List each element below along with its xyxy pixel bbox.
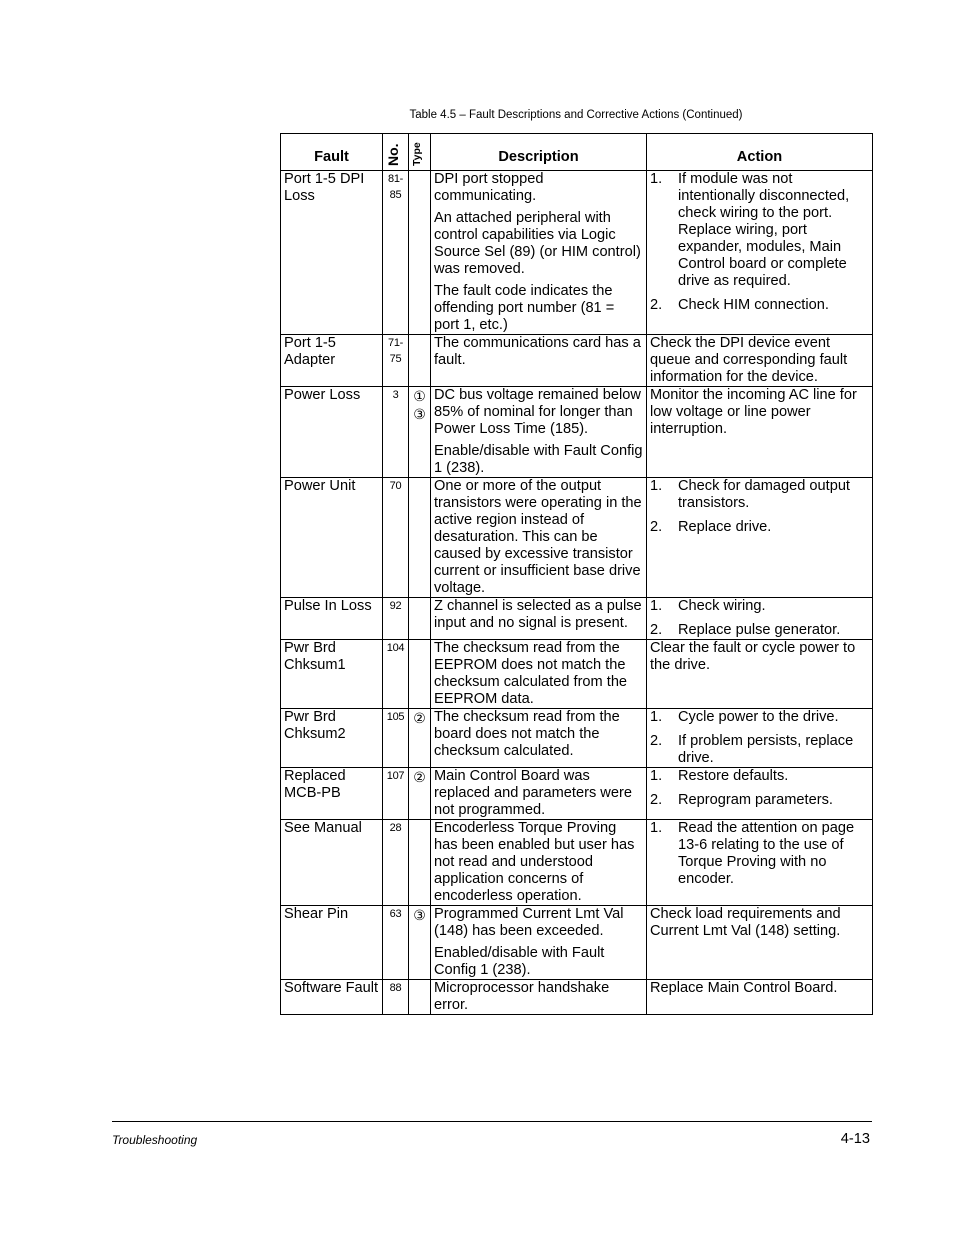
header-description: Description (431, 134, 647, 171)
fault-type-cell (409, 906, 431, 980)
description-cell (431, 820, 647, 906)
fault-type-cell (409, 478, 431, 598)
fault-number-cell: 3 (383, 387, 409, 478)
description-cell (431, 640, 647, 709)
table-row (281, 980, 873, 1015)
fault-name-cell: Pwr Brd Chksum2 (281, 709, 383, 768)
action-cell (647, 980, 873, 1015)
action-step-number: 2. (650, 519, 663, 535)
action-cell (647, 335, 873, 387)
fault-type-cell (409, 768, 431, 820)
action-step-text: Check for damaged output transistors. (678, 478, 850, 511)
action-steps-list (650, 478, 869, 536)
fault-number-cell: 81- 85 (383, 171, 409, 335)
action-step (650, 478, 869, 512)
description-paragraph: Z channel is selected as a pulse input and no signal is present. (434, 598, 642, 631)
action-text: Check load requirements and Current Lmt Val (148) setting. (650, 906, 841, 939)
fault-number-cell: 71- 75 (383, 335, 409, 387)
description-paragraph: Encoderless Torque Proving has been enabled but user has not read and understood application concerns of encoderless operation. (434, 820, 635, 904)
header-action: Action (647, 134, 873, 171)
action-step (650, 297, 869, 314)
fault-name-cell: Power Unit (281, 478, 383, 598)
footer-section: Troubleshooting (112, 1133, 198, 1147)
action-step-number: 1. (650, 768, 663, 784)
header-no (383, 134, 409, 171)
table-row (281, 171, 873, 335)
action-step (650, 792, 869, 809)
fault-name-cell: Replaced MCB-PB (281, 768, 383, 820)
description-paragraph: Enabled/disable with Fault Config 1 (238). (434, 945, 605, 978)
table-header-row (281, 134, 873, 171)
action-steps-list (650, 768, 869, 809)
description-cell (431, 709, 647, 768)
description-paragraph: DC bus voltage remained below 85% of nominal for longer than Power Loss Time (185). (434, 387, 641, 437)
action-cell (647, 598, 873, 640)
table-row (281, 335, 873, 387)
action-text: Clear the fault or cycle power to the drive. (650, 640, 856, 673)
action-steps-list (650, 709, 869, 767)
fault-type-cell (409, 820, 431, 906)
description-paragraph: The checksum read from the board does not match the checksum calculated. (434, 709, 620, 759)
description-cell (431, 478, 647, 598)
fault-number-cell: 63 (383, 906, 409, 980)
action-steps-list (650, 171, 869, 314)
action-text: Monitor the incoming AC line for low voltage or line power interruption. (650, 387, 857, 437)
action-step-text: Replace pulse generator. (678, 622, 841, 638)
action-text: Check the DPI device event queue and corresponding fault information for the device. (650, 335, 848, 385)
fault-name-cell: Power Loss (281, 387, 383, 478)
action-cell (647, 709, 873, 768)
fault-name-cell: Pwr Brd Chksum1 (281, 640, 383, 709)
description-cell (431, 335, 647, 387)
action-step-text: If module was not intentionally disconnected, check wiring to the port. Replace wiring, port expander, modules, Main Control board or complete drive as required. (678, 171, 850, 289)
fault-number-cell: 92 (383, 598, 409, 640)
action-steps-list (650, 598, 869, 639)
fault-type-cell (409, 709, 431, 768)
action-step (650, 709, 869, 726)
action-step-number: 1. (650, 820, 663, 836)
action-cell (647, 171, 873, 335)
description-paragraph: The communications card has a fault. (434, 335, 641, 368)
page-number: 4-13 (840, 1131, 870, 1147)
fault-name-cell: See Manual (281, 820, 383, 906)
fault-type-marker: ② (413, 769, 426, 785)
action-cell (647, 640, 873, 709)
action-step (650, 598, 869, 615)
description-paragraph: An attached peripheral with control capabilities via Logic Source Sel (89) (or HIM control) was removed. (434, 210, 641, 277)
header-type-label: Type (410, 142, 423, 166)
table-row (281, 709, 873, 768)
fault-type-cell (409, 598, 431, 640)
fault-number-cell: 70 (383, 478, 409, 598)
table-row (281, 640, 873, 709)
table-caption: Table 4.5 – Fault Descriptions and Corrective Actions (Continued) (409, 109, 743, 121)
action-step (650, 820, 869, 888)
description-paragraph: The checksum read from the EEPROM does not match the checksum calculated from the EEPROM data. (434, 640, 628, 707)
table-row (281, 820, 873, 906)
fault-type-marker: ① (413, 388, 426, 404)
action-text: Replace Main Control Board. (650, 980, 838, 996)
description-cell (431, 598, 647, 640)
footer-rule (112, 1121, 872, 1122)
action-step-text: Restore defaults. (678, 768, 789, 784)
action-step-number: 1. (650, 478, 663, 494)
action-step-text: Replace drive. (678, 519, 772, 535)
description-paragraph: One or more of the output transistors were operating in the active region instead of desaturation. This can be caused by excessive transistor current or insufficient base drive voltage. (434, 478, 642, 596)
description-paragraph: Microprocessor handshake error. (434, 980, 610, 1013)
action-step-text: Read the attention on page 13-6 relating to the use of Torque Proving with no encoder. (678, 820, 855, 887)
description-paragraph: Enable/disable with Fault Config 1 (238). (434, 443, 643, 476)
fault-name-cell: Port 1-5 DPI Loss (281, 171, 383, 335)
fault-type-cell (409, 171, 431, 335)
fault-name-cell: Shear Pin (281, 906, 383, 980)
action-step (650, 519, 869, 536)
action-step-text: Check wiring. (678, 598, 766, 614)
header-fault: Fault (281, 134, 383, 171)
table-row (281, 478, 873, 598)
action-step (650, 768, 869, 785)
table-row (281, 906, 873, 980)
action-step-number: 1. (650, 709, 663, 725)
description-paragraph: Programmed Current Lmt Val (148) has been exceeded. (434, 906, 624, 939)
fault-name-cell: Software Fault (281, 980, 383, 1015)
description-paragraph: The fault code indicates the offending port number (81 = port 1, etc.) (434, 283, 615, 333)
fault-type-marker: ③ (413, 907, 426, 923)
fault-name-cell: Port 1-5 Adapter (281, 335, 383, 387)
action-step-number: 1. (650, 171, 663, 187)
description-cell (431, 387, 647, 478)
action-step-text: Reprogram parameters. (678, 792, 833, 808)
action-step-number: 2. (650, 733, 663, 749)
action-cell (647, 906, 873, 980)
action-steps-list (650, 820, 869, 888)
action-step (650, 733, 869, 767)
description-paragraph: Main Control Board was replaced and parameters were not programmed. (434, 768, 632, 818)
fault-type-cell (409, 640, 431, 709)
table-row (281, 387, 873, 478)
action-step-number: 1. (650, 598, 663, 614)
table-row (281, 598, 873, 640)
action-step-number: 2. (650, 622, 663, 638)
description-paragraph: DPI port stopped communicating. (434, 171, 544, 204)
action-step-text: Cycle power to the drive. (678, 709, 839, 725)
fault-type-cell (409, 980, 431, 1015)
action-cell (647, 820, 873, 906)
header-type (409, 134, 431, 171)
description-cell (431, 171, 647, 335)
action-step-number: 2. (650, 297, 663, 313)
table-row (281, 768, 873, 820)
action-step-text: Check HIM connection. (678, 297, 829, 313)
fault-number-cell: 88 (383, 980, 409, 1015)
action-cell (647, 387, 873, 478)
description-cell (431, 906, 647, 980)
description-cell (431, 980, 647, 1015)
fault-type-marker: ② (413, 710, 426, 726)
fault-type-marker: ③ (413, 406, 426, 422)
description-cell (431, 768, 647, 820)
fault-table (280, 133, 873, 1015)
action-step (650, 622, 869, 639)
fault-number-cell: 105 (383, 709, 409, 768)
action-cell (647, 478, 873, 598)
action-step-text: If problem persists, replace drive. (678, 733, 854, 766)
fault-type-cell (409, 387, 431, 478)
fault-number-cell: 28 (383, 820, 409, 906)
fault-number-cell: 104 (383, 640, 409, 709)
fault-name-cell: Pulse In Loss (281, 598, 383, 640)
action-step-number: 2. (650, 792, 663, 808)
header-no-label: No. (384, 143, 401, 166)
action-step (650, 171, 869, 290)
fault-number-cell: 107 (383, 768, 409, 820)
table-body (281, 171, 873, 1015)
fault-type-cell (409, 335, 431, 387)
action-cell (647, 768, 873, 820)
